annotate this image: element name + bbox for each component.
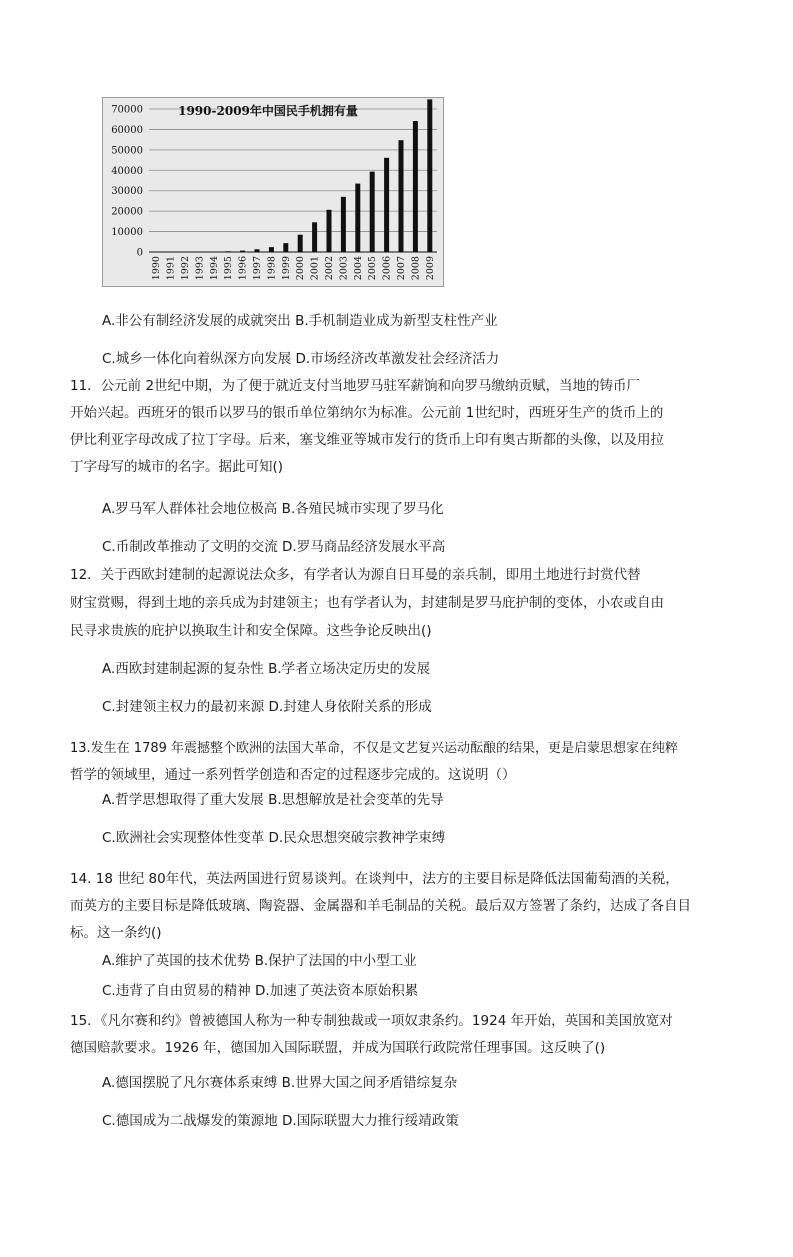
q14-options-cd: C.违背了自由贸易的精神 D.加速了英法资本原始积累	[102, 983, 419, 999]
q15-stem-line-1: 15．《凡尔赛和约》曾被德国人称为一种专制独裁或一项奴隶条约。1924 年开始，英国和美国放宽对	[70, 1013, 673, 1029]
y-tick-label: 0	[136, 247, 143, 259]
y-tick-label: 30000	[111, 186, 143, 198]
chart-title: 1990-2009年中国民手机拥有量	[178, 104, 358, 118]
q12-options-cd: C.封建领主权力的最初来源 D.封建人身依附关系的形成	[102, 699, 432, 715]
x-tick-label: 2001	[309, 256, 321, 281]
x-tick-label: 2003	[338, 256, 350, 281]
q11-stem-line-1: 11．公元前 2世纪中期，为了便于就近支付当地罗马驻军薪饷和向罗马缴纳贡赋，当地的铸币厂	[70, 378, 641, 394]
bar-2004	[355, 184, 360, 252]
x-tick-label: 1990	[151, 256, 163, 281]
bar-chart	[103, 98, 443, 286]
bar-2003	[341, 197, 346, 252]
q11-stem-line-3: 伊比利亚字母改成了拉丁字母。后来，塞戈维亚等城市发行的货币上印有奥古斯都的头像，以及用拉	[70, 432, 664, 448]
y-tick-label: 40000	[111, 165, 143, 177]
q14-stem-line-3: 标。这一条约()	[70, 925, 162, 941]
q14-options-ab: A.维护了英国的技术优势 B.保护了法国的中小型工业	[102, 953, 417, 969]
y-tick-label: 20000	[111, 206, 143, 218]
q12-stem-line-3: 民寻求贵族的庇护以换取生计和安全保障。这些争论反映出()	[70, 623, 432, 639]
x-tick-label: 2002	[324, 256, 335, 281]
q10-options-ab: A.非公有制经济发展的成就突出 B.手机制造业成为新型支柱性产业	[102, 313, 498, 329]
x-tick-label: 2008	[410, 256, 422, 281]
q15-stem-line-2: 德国赔款要求。1926 年，德国加入国际联盟，并成为国联行政院常任理事国。这反映了()	[70, 1040, 606, 1056]
bar-1996	[240, 251, 245, 252]
x-tick-label: 2009	[424, 256, 436, 281]
bar-2005	[370, 172, 375, 252]
bar-1995	[226, 251, 231, 252]
bar-1991	[168, 252, 173, 253]
q13-stem-line-2: 哲学的领域里，通过一系列哲学创造和否定的过程逐步完成的。这说明（）	[70, 767, 516, 783]
q11-stem-line-2: 开始兴起。西班牙的银币以罗马的银币单位第纳尔为标准。公元前 1世纪时，西班牙生产的货币上的	[70, 405, 664, 421]
q12-options-ab: A.西欧封建制起源的复杂性 B.学者立场决定历史的发展	[102, 661, 431, 677]
bar-1992	[183, 252, 188, 253]
bar-1990	[154, 252, 159, 253]
x-tick-label: 2006	[381, 256, 393, 281]
bar-1999	[283, 243, 288, 252]
q14-stem-line-1: 14. 18 世纪 80年代，英法两国进行贸易谈判。在谈判中，法方的主要目标是降低法国葡萄酒的关税，	[70, 871, 679, 887]
q11-stem-line-4: 丁字母写的城市的名字。据此可知()	[70, 459, 284, 475]
x-tick-label: 1998	[266, 256, 278, 281]
x-tick-label: 1994	[208, 256, 220, 281]
q11-options-cd: C.币制改革推动了文明的交流 D.罗马商品经济发展水平高	[102, 539, 446, 555]
bar-2006	[384, 158, 389, 252]
bar-2002	[327, 210, 332, 252]
x-tick-label: 1993	[194, 256, 206, 281]
q13-stem-line-1: 13.发生在 1789 年震撼整个欧洲的法国大革命，不仅是文艺复兴运动酝酿的结果，更是启蒙思想家在纯粹	[70, 741, 679, 756]
bar-2008	[413, 121, 418, 252]
q12-stem-line-1: 12．关于西欧封建制的起源说法众多，有学者认为源自日耳曼的亲兵制，即用土地进行封赏代替	[70, 567, 641, 583]
q10-options-cd: C.城乡一体化向着纵深方向发展 D.市场经济改革激发社会经济活力	[102, 351, 500, 367]
y-tick-label: 10000	[111, 227, 143, 239]
q13-options-cd: C.欧洲社会实现整体性变革 D.民众思想突破宗教神学束缚	[102, 830, 446, 846]
q13-options-ab: A.哲学思想取得了重大发展 B.思想解放是社会变革的先导	[102, 792, 444, 808]
y-tick-label: 60000	[111, 124, 143, 136]
bar-1994	[211, 252, 216, 253]
x-tick-label: 1995	[223, 256, 235, 281]
x-tick-label: 1997	[252, 256, 263, 281]
bar-1993	[197, 252, 202, 253]
bar-1998	[269, 247, 274, 252]
q12-stem-line-2: 财宝赏赐，得到土地的亲兵成为封建领主；也有学者认为，封建制是罗马庇护制的变体，小农或自由	[70, 595, 664, 611]
q15-options-ab: A.德国摆脱了凡尔赛体系束缚 B.世界大国之间矛盾错综复杂	[102, 1075, 458, 1091]
y-tick-label: 50000	[111, 145, 143, 157]
q15-options-cd: C.德国成为二战爆发的策源地 D.国际联盟大力推行绥靖政策	[102, 1113, 459, 1129]
x-tick-label: 2004	[352, 256, 364, 281]
x-tick-label: 2005	[367, 256, 379, 281]
x-tick-label: 1996	[237, 256, 249, 281]
bar-1997	[255, 249, 260, 252]
bar-2000	[298, 235, 303, 252]
mobile-phone-chart	[102, 97, 444, 287]
x-tick-label: 1999	[280, 256, 292, 281]
x-tick-label: 2007	[396, 256, 407, 281]
q11-options-ab: A.罗马军人群体社会地位极高 B.各殖民城市实现了罗马化	[102, 501, 444, 517]
x-tick-label: 2000	[295, 256, 307, 281]
q14-stem-line-2: 而英方的主要目标是降低玻璃、陶瓷器、金属器和羊毛制品的关税。最后双方签署了条约，达成了各自目	[70, 898, 691, 914]
x-tick-label: 1992	[180, 256, 191, 281]
y-tick-label: 70000	[111, 104, 143, 116]
bar-2007	[399, 140, 404, 252]
x-tick-label: 1991	[165, 256, 177, 281]
bar-2009	[427, 99, 432, 252]
bar-2001	[312, 222, 317, 252]
